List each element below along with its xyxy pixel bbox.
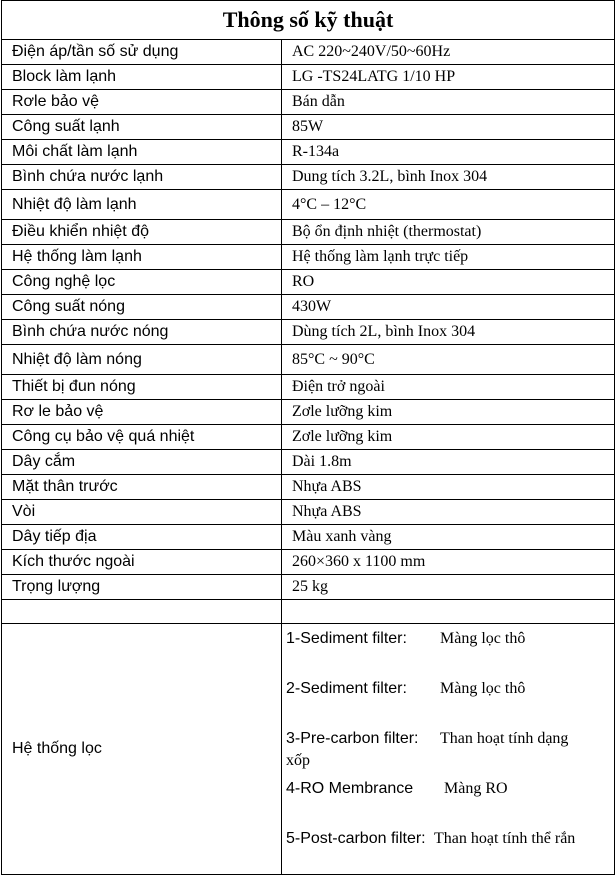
table-row bbox=[2, 140, 615, 165]
filter-description: Than hoạt tính thể rắn bbox=[434, 830, 576, 847]
spec-value: 430W bbox=[282, 295, 615, 320]
filter-item bbox=[282, 824, 614, 874]
blank-row bbox=[2, 600, 615, 624]
table-row bbox=[2, 220, 615, 245]
spec-value: R-134a bbox=[282, 140, 615, 165]
spec-label: Block làm lạnh bbox=[2, 65, 282, 90]
table-row bbox=[2, 115, 615, 140]
spec-value: Hệ thống làm lạnh trực tiếp bbox=[282, 245, 615, 270]
spec-label: Kích thước ngoài bbox=[2, 550, 282, 575]
spec-label: Công cụ bảo vệ quá nhiệt bbox=[2, 425, 282, 450]
spec-value: Màu xanh vàng bbox=[282, 525, 615, 550]
table-row bbox=[2, 65, 615, 90]
spec-value: Bộ ổn định nhiệt (thermostat) bbox=[282, 220, 615, 245]
filter-list bbox=[282, 624, 615, 875]
table-row bbox=[2, 550, 615, 575]
filter-item bbox=[282, 674, 614, 724]
table-row bbox=[2, 525, 615, 550]
filter-description: Màng RO bbox=[444, 780, 508, 797]
spec-label: Vòi bbox=[2, 500, 282, 525]
spec-label: Hệ thống làm lạnh bbox=[2, 245, 282, 270]
spec-label: Môi chất làm lạnh bbox=[2, 140, 282, 165]
table-row bbox=[2, 320, 615, 345]
spec-table bbox=[1, 0, 615, 875]
spec-value: 25 kg bbox=[282, 575, 615, 600]
spec-value: Điện trở ngoài bbox=[282, 375, 615, 400]
spec-value: Bán dẫn bbox=[282, 90, 615, 115]
table-row bbox=[2, 475, 615, 500]
spec-label: Thiết bị đun nóng bbox=[2, 375, 282, 400]
filter-description-wrap: xốp bbox=[286, 752, 310, 769]
spec-value: 4°C – 12°C bbox=[282, 190, 615, 220]
table-row bbox=[2, 165, 615, 190]
spec-label: Điện áp/tần số sử dụng bbox=[2, 40, 282, 65]
filter-name: 5-Post-carbon filter: bbox=[286, 830, 426, 847]
spec-label: Rơle bảo vệ bbox=[2, 90, 282, 115]
table-row bbox=[2, 90, 615, 115]
spec-label: Công suất lạnh bbox=[2, 115, 282, 140]
spec-label: Mặt thân trước bbox=[2, 475, 282, 500]
spec-value: 85W bbox=[282, 115, 615, 140]
spec-label: Công nghệ lọc bbox=[2, 270, 282, 295]
filter-description: Màng lọc thô bbox=[440, 680, 526, 697]
table-row bbox=[2, 190, 615, 220]
spec-value: Nhựa ABS bbox=[282, 500, 615, 525]
filter-name: 2-Sediment filter: bbox=[286, 680, 407, 697]
filter-item bbox=[282, 774, 614, 824]
spec-value: Zơle lưỡng kim bbox=[282, 425, 615, 450]
spec-value: Dung tích 3.2L, bình Inox 304 bbox=[282, 165, 615, 190]
spec-label: Bình chứa nước lạnh bbox=[2, 165, 282, 190]
spec-label: Bình chứa nước nóng bbox=[2, 320, 282, 345]
spec-value: AC 220~240V/50~60Hz bbox=[282, 40, 615, 65]
filter-item bbox=[282, 724, 614, 774]
spec-label: Điều khiển nhiệt độ bbox=[2, 220, 282, 245]
spec-label: Trọng lượng bbox=[2, 575, 282, 600]
spec-label: Nhiệt độ làm lạnh bbox=[2, 190, 282, 220]
spec-label: Dây tiếp địa bbox=[2, 525, 282, 550]
spec-value: RO bbox=[282, 270, 615, 295]
filter-system-row bbox=[2, 624, 615, 875]
filter-system-label: Hệ thống lọc bbox=[2, 624, 282, 875]
filter-item bbox=[282, 624, 614, 674]
table-row bbox=[2, 375, 615, 400]
spec-label: Công suất nóng bbox=[2, 295, 282, 320]
spec-value: Dài 1.8m bbox=[282, 450, 615, 475]
table-row bbox=[2, 575, 615, 600]
table-row bbox=[2, 450, 615, 475]
filter-description: Than hoạt tính dạng bbox=[440, 730, 569, 747]
table-row bbox=[2, 400, 615, 425]
spec-value: Zơle lưỡng kim bbox=[282, 400, 615, 425]
blank-cell bbox=[2, 600, 282, 624]
table-row bbox=[2, 295, 615, 320]
filter-description: Màng lọc thô bbox=[440, 630, 526, 647]
table-row bbox=[2, 40, 615, 65]
table-row bbox=[2, 425, 615, 450]
filter-name: 3-Pre-carbon filter: bbox=[286, 730, 419, 747]
table-row bbox=[2, 500, 615, 525]
spec-label: Rơ le bảo vệ bbox=[2, 400, 282, 425]
spec-value: 260×360 x 1100 mm bbox=[282, 550, 615, 575]
filter-name: 1-Sediment filter: bbox=[286, 630, 407, 647]
spec-value: Nhựa ABS bbox=[282, 475, 615, 500]
filter-name: 4-RO Membrance bbox=[286, 780, 414, 797]
spec-value: LG -TS24LATG 1/10 HP bbox=[282, 65, 615, 90]
table-title: Thông số kỹ thuật bbox=[2, 1, 615, 40]
table-row bbox=[2, 270, 615, 295]
table-row bbox=[2, 245, 615, 270]
spec-value: 85°C ~ 90°C bbox=[282, 345, 615, 375]
table-row bbox=[2, 345, 615, 375]
spec-value: Dùng tích 2L, bình Inox 304 bbox=[282, 320, 615, 345]
blank-cell bbox=[282, 600, 615, 624]
spec-label: Nhiệt độ làm nóng bbox=[2, 345, 282, 375]
spec-label: Dây cắm bbox=[2, 450, 282, 475]
